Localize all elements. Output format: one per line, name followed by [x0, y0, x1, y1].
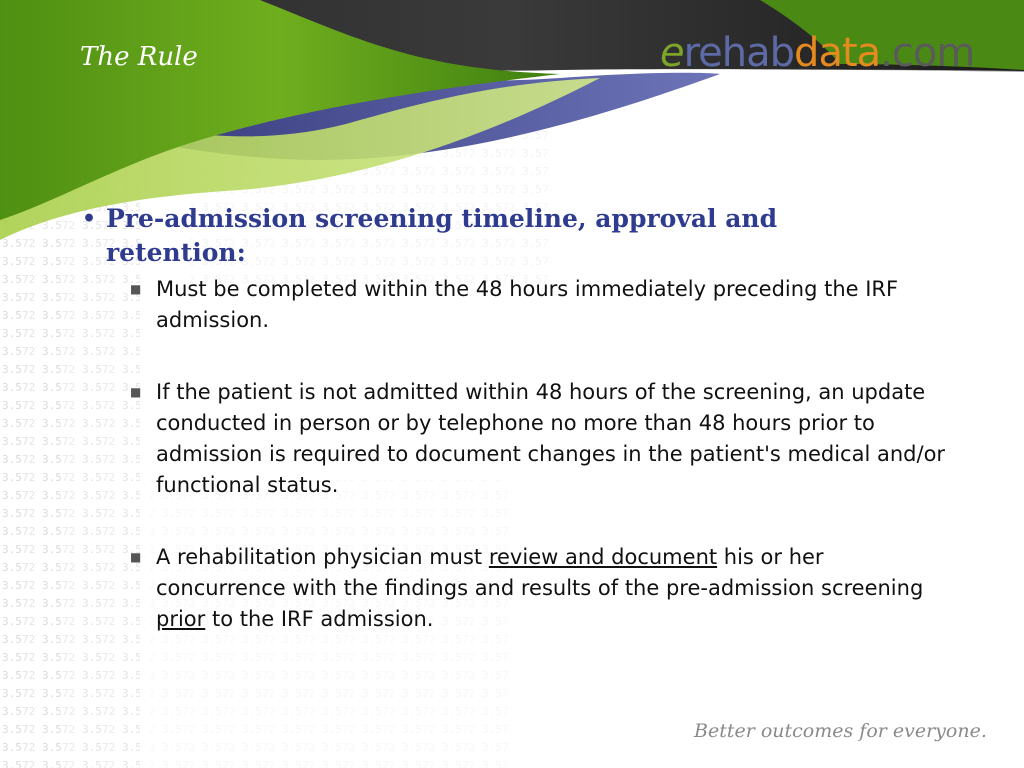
slide-title: The Rule — [80, 42, 198, 72]
footer-tagline: Better outcomes for everyone. — [694, 720, 987, 742]
sub-bullet-3 — [130, 542, 962, 635]
square-bullet-icon: ■ — [130, 385, 142, 399]
erehabdata-logo — [660, 30, 974, 76]
main-bullet — [82, 202, 962, 270]
logo-rehab: rehab — [683, 30, 795, 76]
square-bullet-icon: ■ — [130, 282, 142, 296]
square-bullet-icon: ■ — [130, 550, 142, 564]
sub-bullet-2-text: If the patient is not admitted within 48 hours of the screening, an update conducted in person or by telephone no more than 48 hours prior to admission is required to document changes in the patient's medical and/or functional status. — [156, 380, 946, 497]
slide-content — [82, 202, 962, 676]
sub-bullet-3-text — [156, 542, 956, 635]
underlined-prior: prior — [156, 607, 206, 631]
main-bullet-text: Pre-admission screening timeline, approval and retention: — [106, 204, 778, 267]
logo-e: e — [660, 30, 684, 76]
sub-bullet-1 — [130, 274, 962, 336]
logo-com: .com — [880, 30, 975, 76]
logo-data: data — [794, 30, 881, 76]
sub-bullet-3-part-c: to the IRF admission. — [205, 607, 434, 631]
bullet-dot-icon: • — [82, 206, 97, 232]
sub-bullet-3-part-b: his or her concurrence with the findings and results of the pre-admission screening — [156, 545, 924, 600]
sub-bullet-list — [82, 274, 962, 635]
sub-bullet-1-text: Must be completed within the 48 hours immediately preceding the IRF admission. — [156, 277, 899, 332]
sub-bullet-2 — [130, 377, 962, 501]
underlined-review-and-document: review and document — [488, 545, 718, 569]
sub-bullet-3-part-a: A rehabilitation physician must — [156, 545, 489, 569]
